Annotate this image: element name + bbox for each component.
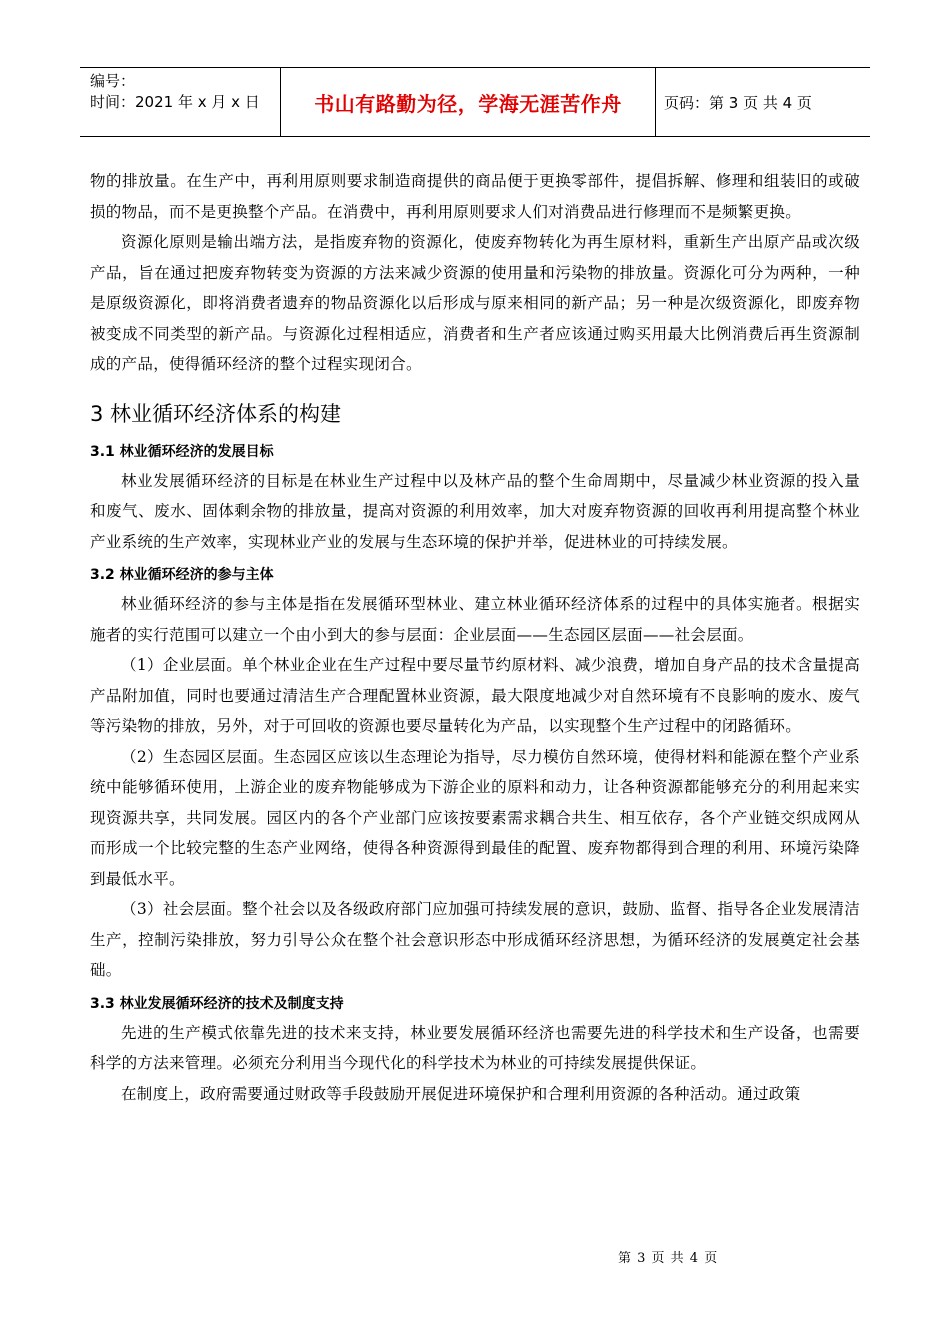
paragraph-intro-1: 物的排放量。在生产中，再利用原则要求制造商提供的商品便于更换零部件，提倡拆解、修理和组装旧的或破损的物品，而不是更换整个产品。在消费中，再利用原则要求人们对消费品进行修理而不是频繁更换。	[90, 172, 860, 221]
header-page-info: 页码：第 3 页 共 4 页	[664, 93, 812, 112]
section-3-3-paragraph-1: 先进的生产模式依靠先进的技术来支持，林业要发展循环经济也需要先进的科学技术和生产设备，也需要科学的方法来管理。必须充分利用当今现代化的科学技术为林业的可持续发展提供保证。	[90, 1023, 860, 1072]
document-body	[90, 166, 860, 1109]
header-motto: 书山有路勤为径，学海无涯苦作舟	[280, 68, 656, 136]
paragraph-intro-2: 资源化原则是输出端方法，是指废弃物的资源化，使废弃物转化为再生原材料，重新生产出原产品或次级产品，旨在通过把废弃物转变为资源的方法来减少资源的使用量和污染物的排放量。资源化可分为两种，一种是原级资源化，即将消费者遗弃的物品资源化以后形成与原来相同的新产品；另一种是次级资源化，即废弃物被变成不同类型的新产品。与资源化过程相适应，消费者和生产者应该通过购买用最大比例消费后再生资源制成的产品，使得循环经济的整个过程实现闭合。	[90, 233, 860, 373]
section-3-2-paragraph-1: 林业循环经济的参与主体是指在发展循环型林业、建立林业循环经济体系的过程中的具体实施者。根据实施者的实行范围可以建立一个由小到大的参与层面：企业层面——生态园区层面——社会层面。	[90, 595, 860, 644]
section-3-1-title: 3.1 林业循环经济的发展目标	[90, 443, 274, 460]
section-3-2-paragraph-3: （2）生态园区层面。生态园区应该以生态理论为指导，尽力模仿自然环境，使得材料和能源在整个产业系统中能够循环使用，上游企业的废弃物能够成为下游企业的原料和动力，让各种资源都能够充分的利用起来实现资源共享，共同发展。园区内的各个产业部门应该按要素需求耦合共生、相互依存，各个产业链交织成网从而形成一个比较完整的生态产业网络，使得各种资源得到最佳的配置、废弃物都得到合理的利用、环境污染降到最低水平。	[90, 747, 860, 888]
date-label: 时间：2021 年 x 月 x 日	[90, 93, 260, 111]
section-3-2-title: 3.2 林业循环经济的参与主体	[90, 567, 274, 583]
number-label: 编号：	[90, 72, 136, 90]
section-3-2-paragraph-4: （3）社会层面。整个社会以及各级政府部门应加强可持续发展的意识，鼓励、监督、指导各企业发展清洁生产，控制污染排放，努力引导公众在整个社会意识形态中形成循环经济思想，为循环经济的发展奠定社会基础。	[90, 900, 860, 979]
section-3-title: 3 林业循环经济体系的构建	[90, 401, 342, 426]
section-3-3-title: 3.3 林业发展循环经济的技术及制度支持	[90, 995, 344, 1012]
header-meta	[80, 68, 280, 136]
section-3-3-paragraph-2: 在制度上，政府需要通过财政等手段鼓励开展促进环境保护和合理利用资源的各种活动。通过政策	[121, 1084, 801, 1103]
page-footer: 第 3 页 共 4 页	[618, 1251, 719, 1266]
section-3-1-paragraph: 林业发展循环经济的目标是在林业生产过程中以及林产品的整个生命周期中，尽量减少林业资源的投入量和废气、废水、固体剩余物的排放量，提高对资源的利用效率，加大对废弃物资源的回收再利用提高整个林业产业系统的生产效率，实现林业产业的发展与生态环境的保护并举，促进林业的可持续发展。	[90, 471, 860, 551]
document-header	[80, 67, 870, 137]
section-3-2-paragraph-2: （1）企业层面。单个林业企业在生产过程中要尽量节约原材料、减少浪费，增加自身产品的技术含量提高产品附加值，同时也要通过清洁生产合理配置林业资源，最大限度地减少对自然环境有不良影响的废水、废气等污染物的排放，另外，对于可回收的资源也要尽量转化为产品，以实现整个生产过程中的闭路循环。	[90, 656, 860, 735]
